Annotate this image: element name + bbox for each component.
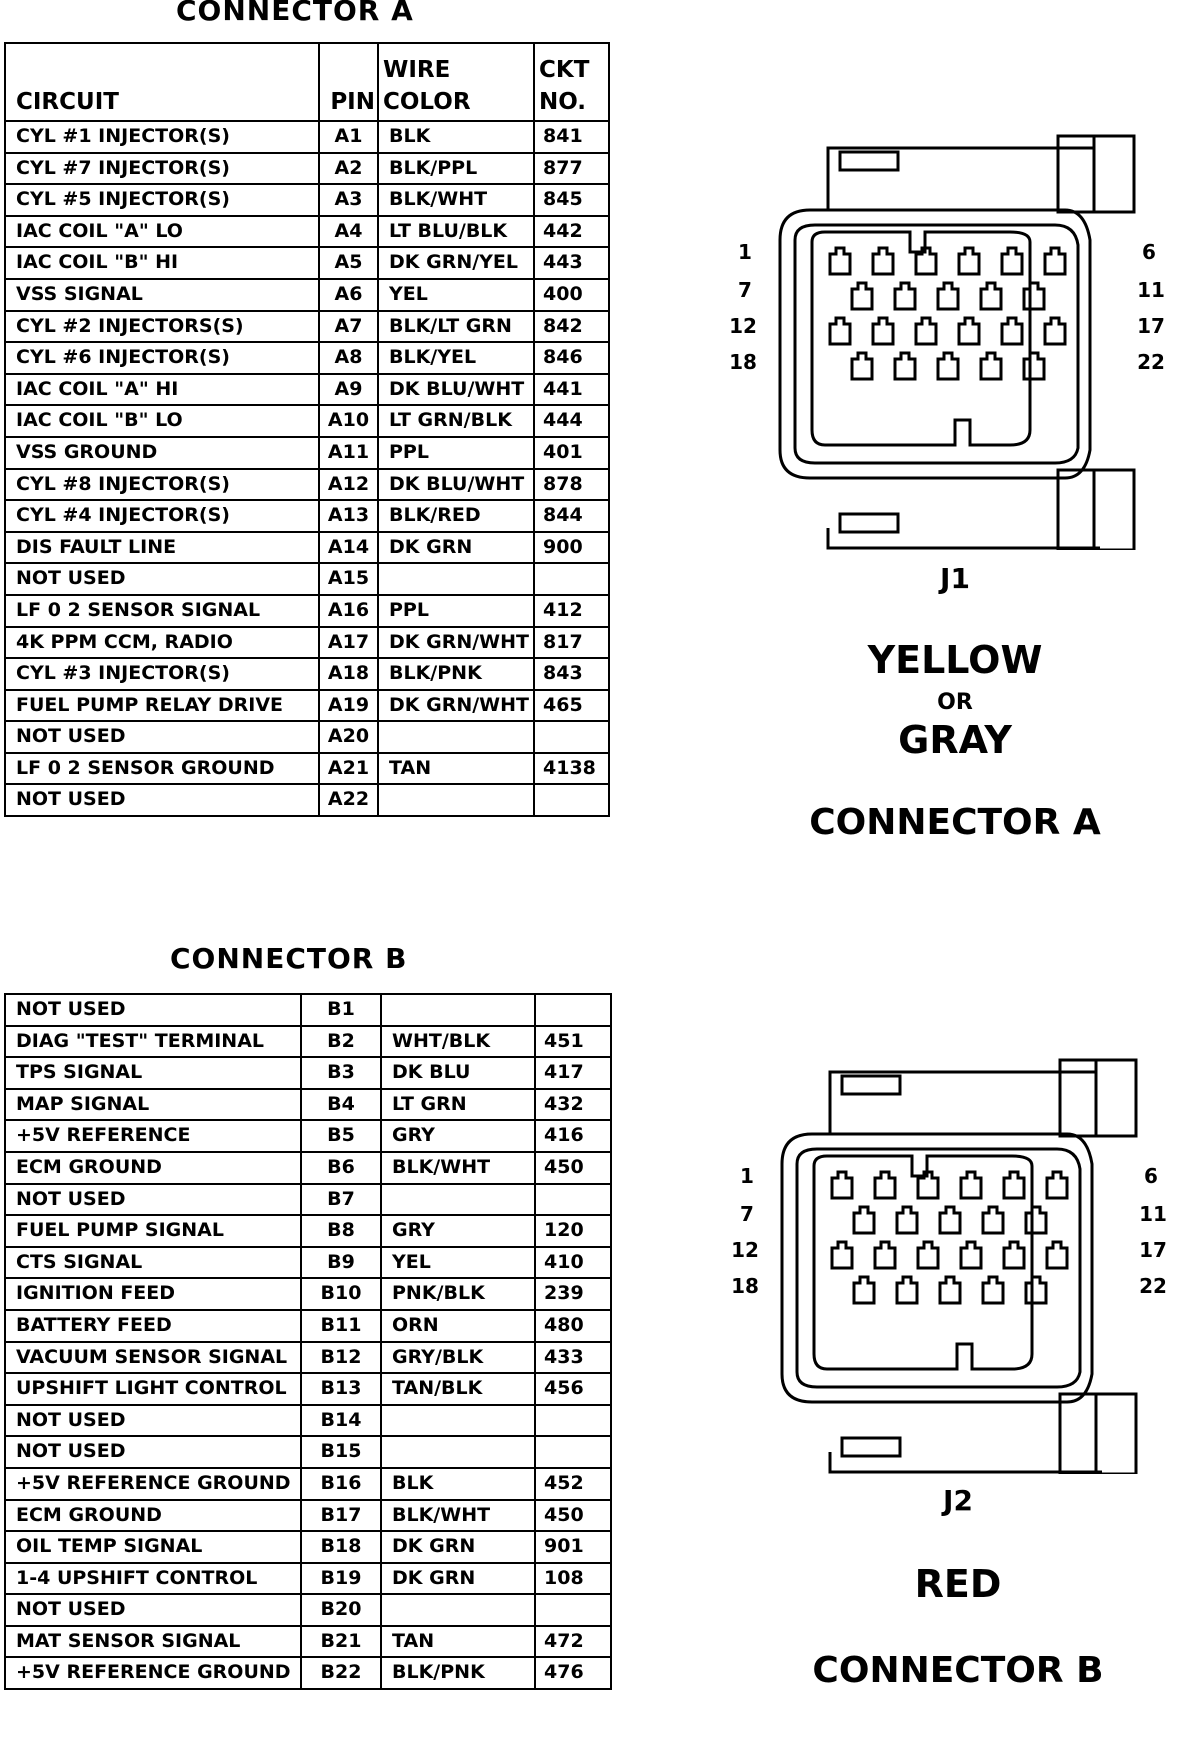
connector-a-color-1: YELLOW — [867, 638, 1043, 682]
pin-cavity-22 — [1024, 353, 1044, 379]
circuit-cell: VSS GROUND — [5, 437, 319, 469]
ckt-no-cell: 842 — [534, 311, 609, 343]
pin-cavity-17 — [1047, 1242, 1067, 1268]
circuit-cell: NOT USED — [5, 1594, 301, 1626]
pin-label-11: 11 — [1137, 278, 1165, 302]
circuit-cell: NOT USED — [5, 994, 301, 1026]
pin-label-17: 17 — [1137, 314, 1165, 338]
pin-cell: A20 — [319, 721, 378, 753]
ckt-no-cell: 450 — [535, 1500, 611, 1532]
table-row — [5, 121, 609, 153]
pin-cell: B20 — [301, 1594, 381, 1626]
ckt-no-cell: 120 — [535, 1215, 611, 1247]
circuit-cell: CYL #8 INJECTOR(S) — [5, 469, 319, 501]
connector-b-id: J2 — [943, 1484, 973, 1517]
table-row — [5, 1026, 611, 1058]
pin-cavity-11 — [1026, 1207, 1046, 1233]
wire-color-cell: DK BLU/WHT — [378, 374, 534, 406]
ckt-no-cell — [534, 563, 609, 595]
pin-cell: B18 — [301, 1531, 381, 1563]
wire-color-cell: DK GRN/WHT — [378, 627, 534, 659]
pin-cell: A2 — [319, 153, 378, 185]
wire-color-cell — [381, 1436, 535, 1468]
pin-cell: B10 — [301, 1278, 381, 1310]
circuit-cell: DIS FAULT LINE — [5, 532, 319, 564]
connector-a-color-2: GRAY — [898, 718, 1012, 762]
pin-cell: B12 — [301, 1342, 381, 1374]
circuit-cell: FUEL PUMP RELAY DRIVE — [5, 690, 319, 722]
wire-color-cell: BLK/WHT — [378, 184, 534, 216]
pin-cell: A4 — [319, 216, 378, 248]
ckt-no-cell: 901 — [535, 1531, 611, 1563]
wire-color-cell: LT GRN/BLK — [378, 405, 534, 437]
connector-b-diagram — [731, 1054, 1167, 1474]
table-row — [5, 153, 609, 185]
connector-a-id: J1 — [940, 562, 970, 595]
wire-color-cell: BLK/LT GRN — [378, 311, 534, 343]
pin-cavity-16 — [1004, 1242, 1024, 1268]
wire-color-cell: PNK/BLK — [381, 1278, 535, 1310]
connector-b-pin-table — [4, 993, 612, 1690]
wire-color-cell: YEL — [378, 279, 534, 311]
circuit-cell: NOT USED — [5, 1436, 301, 1468]
ckt-no-cell: 416 — [535, 1120, 611, 1152]
pin-cavity-17 — [1045, 318, 1065, 344]
pin-cell: B5 — [301, 1120, 381, 1152]
wire-color-cell — [381, 1184, 535, 1216]
pin-label-7: 7 — [738, 278, 752, 302]
pin-cavity-6 — [1045, 248, 1065, 274]
pin-header: PIN — [319, 43, 378, 121]
table-row — [5, 247, 609, 279]
wire-color-cell: DK GRN/WHT — [378, 690, 534, 722]
pin-cell: B21 — [301, 1626, 381, 1658]
pin-label-1: 1 — [740, 1164, 754, 1188]
pin-cavity-7 — [854, 1207, 874, 1233]
table-row — [5, 627, 609, 659]
pin-cavity-21 — [981, 353, 1001, 379]
ckt-no-cell: 432 — [535, 1089, 611, 1121]
pin-cavity-19 — [895, 353, 915, 379]
ckt-no-cell: 451 — [535, 1026, 611, 1058]
table-row — [5, 1057, 611, 1089]
circuit-cell: CYL #3 INJECTOR(S) — [5, 658, 319, 690]
pin-cell: A9 — [319, 374, 378, 406]
circuit-cell: CYL #7 INJECTOR(S) — [5, 153, 319, 185]
table-row — [5, 1152, 611, 1184]
circuit-cell: CYL #4 INJECTOR(S) — [5, 500, 319, 532]
circuit-header: CIRCUIT — [5, 43, 319, 121]
circuit-cell: IGNITION FEED — [5, 1278, 301, 1310]
pin-cell: B15 — [301, 1436, 381, 1468]
table-row — [5, 690, 609, 722]
connector-a-drawing — [740, 130, 1140, 550]
pin-cavity-13 — [875, 1242, 895, 1268]
wire-color-cell: DK GRN — [381, 1531, 535, 1563]
circuit-cell: OIL TEMP SIGNAL — [5, 1531, 301, 1563]
ckt-no-cell — [535, 1594, 611, 1626]
table-row — [5, 1436, 611, 1468]
pin-cavity-1 — [830, 248, 850, 274]
ckt-no-header: CKT NO. — [534, 43, 609, 121]
ckt-no-cell: 844 — [534, 500, 609, 532]
table-header-row — [5, 43, 609, 121]
pin-label-22: 22 — [1139, 1274, 1167, 1298]
pin-cell: B13 — [301, 1373, 381, 1405]
pin-cavity-18 — [852, 353, 872, 379]
ckt-no-cell: 108 — [535, 1563, 611, 1595]
pin-cell: B6 — [301, 1152, 381, 1184]
pin-label-7: 7 — [740, 1202, 754, 1226]
pin-cavity-4 — [961, 1172, 981, 1198]
pin-cell: A15 — [319, 563, 378, 595]
pin-cell: B7 — [301, 1184, 381, 1216]
circuit-cell: CYL #1 INJECTOR(S) — [5, 121, 319, 153]
pin-cavity-20 — [938, 353, 958, 379]
table-row — [5, 1120, 611, 1152]
pin-cavity-9 — [938, 283, 958, 309]
pin-cavity-7 — [852, 283, 872, 309]
pin-cell: A6 — [319, 279, 378, 311]
circuit-cell: BATTERY FEED — [5, 1310, 301, 1342]
connector-b-name: CONNECTOR B — [812, 1650, 1104, 1691]
pin-cell: A14 — [319, 532, 378, 564]
table-row — [5, 1626, 611, 1658]
pin-cavity-8 — [897, 1207, 917, 1233]
ckt-no-cell — [534, 784, 609, 816]
connector-a-title: CONNECTOR A — [176, 0, 414, 27]
circuit-cell: NOT USED — [5, 563, 319, 595]
pin-cavity-6 — [1047, 1172, 1067, 1198]
wire-color-header: WIRE COLOR — [378, 43, 534, 121]
pin-cavity-18 — [854, 1277, 874, 1303]
table-row — [5, 279, 609, 311]
wire-color-cell: DK GRN/YEL — [378, 247, 534, 279]
pin-cavity-8 — [895, 283, 915, 309]
ckt-no-cell: 877 — [534, 153, 609, 185]
circuit-cell: DIAG "TEST" TERMINAL — [5, 1026, 301, 1058]
connector-a-pin-table — [4, 42, 610, 817]
pin-cavity-10 — [981, 283, 1001, 309]
pin-cavity-2 — [875, 1172, 895, 1198]
wire-color-cell — [378, 784, 534, 816]
pin-label-17: 17 — [1139, 1238, 1167, 1262]
circuit-cell: FUEL PUMP SIGNAL — [5, 1215, 301, 1247]
pin-cell: A8 — [319, 342, 378, 374]
circuit-cell: ECM GROUND — [5, 1500, 301, 1532]
ckt-no-cell: 433 — [535, 1342, 611, 1374]
table-row — [5, 563, 609, 595]
table-row — [5, 184, 609, 216]
pin-cavity-1 — [832, 1172, 852, 1198]
pin-cavity-11 — [1024, 283, 1044, 309]
circuit-cell: IAC COIL "B" LO — [5, 405, 319, 437]
wire-color-cell: LT BLU/BLK — [378, 216, 534, 248]
ckt-no-cell: 456 — [535, 1373, 611, 1405]
pin-cell: A3 — [319, 184, 378, 216]
table-row — [5, 1531, 611, 1563]
ckt-no-cell: 401 — [534, 437, 609, 469]
ckt-no-cell: 400 — [534, 279, 609, 311]
circuit-cell: IAC COIL "A" HI — [5, 374, 319, 406]
table-row — [5, 1594, 611, 1626]
ckt-no-cell — [534, 721, 609, 753]
circuit-cell: IAC COIL "A" LO — [5, 216, 319, 248]
pin-cell: B1 — [301, 994, 381, 1026]
connector-a-name: CONNECTOR A — [809, 802, 1101, 843]
circuit-cell: 4K PPM CCM, RADIO — [5, 627, 319, 659]
pin-label-22: 22 — [1137, 350, 1165, 374]
wire-color-cell — [378, 721, 534, 753]
ckt-no-cell — [535, 1436, 611, 1468]
pin-cell: B9 — [301, 1247, 381, 1279]
pin-cell: A5 — [319, 247, 378, 279]
ckt-no-cell: 465 — [534, 690, 609, 722]
pin-cell: B19 — [301, 1563, 381, 1595]
pin-label-12: 12 — [731, 1238, 759, 1262]
ckt-no-cell: 417 — [535, 1057, 611, 1089]
wire-color-cell: BLK/PNK — [381, 1657, 535, 1689]
circuit-cell: CYL #6 INJECTOR(S) — [5, 342, 319, 374]
pin-cell: B3 — [301, 1057, 381, 1089]
ckt-no-cell: 841 — [534, 121, 609, 153]
ckt-no-cell: 878 — [534, 469, 609, 501]
table-row — [5, 216, 609, 248]
wire-color-cell: DK BLU — [381, 1057, 535, 1089]
circuit-cell: NOT USED — [5, 1405, 301, 1437]
circuit-cell: IAC COIL "B" HI — [5, 247, 319, 279]
wire-color-cell: BLK/YEL — [378, 342, 534, 374]
table-row — [5, 1310, 611, 1342]
wire-color-cell — [381, 994, 535, 1026]
ckt-no-cell: 845 — [534, 184, 609, 216]
ckt-no-cell: 412 — [534, 595, 609, 627]
connector-b-drawing — [742, 1054, 1142, 1474]
wire-color-cell: YEL — [381, 1247, 535, 1279]
circuit-cell: +5V REFERENCE GROUND — [5, 1657, 301, 1689]
ckt-no-cell: 444 — [534, 405, 609, 437]
table-row — [5, 1089, 611, 1121]
circuit-cell: TPS SIGNAL — [5, 1057, 301, 1089]
pin-cavity-9 — [940, 1207, 960, 1233]
table-row — [5, 658, 609, 690]
pin-cell: A17 — [319, 627, 378, 659]
connector-a-diagram — [729, 130, 1165, 550]
circuit-cell: LF 0 2 SENSOR SIGNAL — [5, 595, 319, 627]
wire-color-cell — [378, 563, 534, 595]
wire-color-cell: DK GRN — [378, 532, 534, 564]
ckt-no-cell: 843 — [534, 658, 609, 690]
table-row — [5, 753, 609, 785]
circuit-cell: +5V REFERENCE GROUND — [5, 1468, 301, 1500]
wire-color-cell: BLK/WHT — [381, 1152, 535, 1184]
circuit-cell: CYL #5 INJECTOR(S) — [5, 184, 319, 216]
pin-cell: A18 — [319, 658, 378, 690]
ckt-no-cell — [535, 1184, 611, 1216]
circuit-cell: LF 0 2 SENSOR GROUND — [5, 753, 319, 785]
ckt-no-cell: 472 — [535, 1626, 611, 1658]
table-row — [5, 595, 609, 627]
wire-color-cell: BLK — [378, 121, 534, 153]
table-row — [5, 994, 611, 1026]
circuit-cell: +5V REFERENCE — [5, 1120, 301, 1152]
pin-cavity-12 — [830, 318, 850, 344]
table-row — [5, 1184, 611, 1216]
wire-color-cell: PPL — [378, 595, 534, 627]
wire-color-cell — [381, 1594, 535, 1626]
pin-cell: A22 — [319, 784, 378, 816]
pin-label-6: 6 — [1142, 240, 1156, 264]
pin-cell: B16 — [301, 1468, 381, 1500]
pin-cell: B22 — [301, 1657, 381, 1689]
table-row — [5, 1247, 611, 1279]
table-row — [5, 1468, 611, 1500]
pin-label-11: 11 — [1139, 1202, 1167, 1226]
table-row — [5, 374, 609, 406]
ckt-no-cell — [535, 1405, 611, 1437]
table-row — [5, 1342, 611, 1374]
pin-cavity-2 — [873, 248, 893, 274]
pin-cavity-19 — [897, 1277, 917, 1303]
wire-color-cell: BLK/RED — [378, 500, 534, 532]
pin-cell: B8 — [301, 1215, 381, 1247]
pin-cell: A7 — [319, 311, 378, 343]
connector-a-color-or: OR — [937, 690, 973, 715]
connector-b-color-1: RED — [914, 1562, 1002, 1606]
pin-cell: B11 — [301, 1310, 381, 1342]
circuit-cell: NOT USED — [5, 1184, 301, 1216]
table-row — [5, 500, 609, 532]
circuit-cell: CTS SIGNAL — [5, 1247, 301, 1279]
circuit-cell: UPSHIFT LIGHT CONTROL — [5, 1373, 301, 1405]
wire-color-cell: ORN — [381, 1310, 535, 1342]
ckt-no-cell: 4138 — [534, 753, 609, 785]
connector-b-title: CONNECTOR B — [170, 942, 408, 975]
pin-cavity-20 — [940, 1277, 960, 1303]
circuit-cell: MAP SIGNAL — [5, 1089, 301, 1121]
wire-color-cell: WHT/BLK — [381, 1026, 535, 1058]
pin-cavity-13 — [873, 318, 893, 344]
pin-label-1: 1 — [738, 240, 752, 264]
wire-color-cell: BLK/PNK — [378, 658, 534, 690]
pin-cavity-12 — [832, 1242, 852, 1268]
wire-color-cell: TAN — [378, 753, 534, 785]
table-row — [5, 721, 609, 753]
ckt-no-cell: 442 — [534, 216, 609, 248]
ckt-no-cell — [535, 994, 611, 1026]
circuit-cell: NOT USED — [5, 721, 319, 753]
table-row — [5, 311, 609, 343]
wire-color-cell: PPL — [378, 437, 534, 469]
ckt-no-cell: 452 — [535, 1468, 611, 1500]
ckt-no-cell: 441 — [534, 374, 609, 406]
pin-cell: B17 — [301, 1500, 381, 1532]
wire-color-cell: TAN — [381, 1626, 535, 1658]
ckt-no-cell: 817 — [534, 627, 609, 659]
pin-cell: A11 — [319, 437, 378, 469]
pin-cell: B2 — [301, 1026, 381, 1058]
pin-cavity-15 — [961, 1242, 981, 1268]
wire-color-cell: GRY — [381, 1120, 535, 1152]
pin-cavity-22 — [1026, 1277, 1046, 1303]
wire-color-cell: LT GRN — [381, 1089, 535, 1121]
circuit-cell: 1-4 UPSHIFT CONTROL — [5, 1563, 301, 1595]
table-row — [5, 1563, 611, 1595]
circuit-cell: VACUUM SENSOR SIGNAL — [5, 1342, 301, 1374]
ckt-no-cell: 480 — [535, 1310, 611, 1342]
table-row — [5, 1657, 611, 1689]
circuit-cell: MAT SENSOR SIGNAL — [5, 1626, 301, 1658]
pin-cell: A19 — [319, 690, 378, 722]
table-row — [5, 437, 609, 469]
ckt-no-cell: 476 — [535, 1657, 611, 1689]
table-row — [5, 532, 609, 564]
pin-cell: A10 — [319, 405, 378, 437]
wire-color-cell: BLK/PPL — [378, 153, 534, 185]
table-row — [5, 469, 609, 501]
ckt-no-cell: 443 — [534, 247, 609, 279]
pin-cell: B14 — [301, 1405, 381, 1437]
pin-label-12: 12 — [729, 314, 757, 338]
pin-label-18: 18 — [731, 1274, 759, 1298]
table-row — [5, 1500, 611, 1532]
pin-cell: A13 — [319, 500, 378, 532]
pin-cell: A21 — [319, 753, 378, 785]
table-row — [5, 1373, 611, 1405]
wire-color-cell: DK GRN — [381, 1563, 535, 1595]
pin-cell: A1 — [319, 121, 378, 153]
ckt-no-cell: 846 — [534, 342, 609, 374]
pin-cavity-21 — [983, 1277, 1003, 1303]
pin-cavity-10 — [983, 1207, 1003, 1233]
pin-cell: B4 — [301, 1089, 381, 1121]
circuit-cell: VSS SIGNAL — [5, 279, 319, 311]
wire-color-cell: DK BLU/WHT — [378, 469, 534, 501]
pin-cavity-14 — [918, 1242, 938, 1268]
pin-cell: A12 — [319, 469, 378, 501]
wire-color-cell: GRY/BLK — [381, 1342, 535, 1374]
pin-cavity-16 — [1002, 318, 1022, 344]
circuit-cell: CYL #2 INJECTORS(S) — [5, 311, 319, 343]
pin-cell: A16 — [319, 595, 378, 627]
pin-cavity-14 — [916, 318, 936, 344]
wire-color-cell: GRY — [381, 1215, 535, 1247]
pin-label-18: 18 — [729, 350, 757, 374]
pin-cavity-15 — [959, 318, 979, 344]
ckt-no-cell: 410 — [535, 1247, 611, 1279]
table-row — [5, 342, 609, 374]
wire-color-cell: BLK/WHT — [381, 1500, 535, 1532]
wire-color-cell: BLK — [381, 1468, 535, 1500]
pin-label-6: 6 — [1144, 1164, 1158, 1188]
wire-color-cell — [381, 1405, 535, 1437]
table-row — [5, 1215, 611, 1247]
table-row — [5, 1278, 611, 1310]
table-row — [5, 405, 609, 437]
ckt-no-cell: 450 — [535, 1152, 611, 1184]
table-row — [5, 784, 609, 816]
pin-cavity-4 — [959, 248, 979, 274]
table-row — [5, 1405, 611, 1437]
pin-cavity-5 — [1002, 248, 1022, 274]
wire-color-cell: TAN/BLK — [381, 1373, 535, 1405]
circuit-cell: NOT USED — [5, 784, 319, 816]
circuit-cell: ECM GROUND — [5, 1152, 301, 1184]
ckt-no-cell: 900 — [534, 532, 609, 564]
ckt-no-cell: 239 — [535, 1278, 611, 1310]
pin-cavity-5 — [1004, 1172, 1024, 1198]
